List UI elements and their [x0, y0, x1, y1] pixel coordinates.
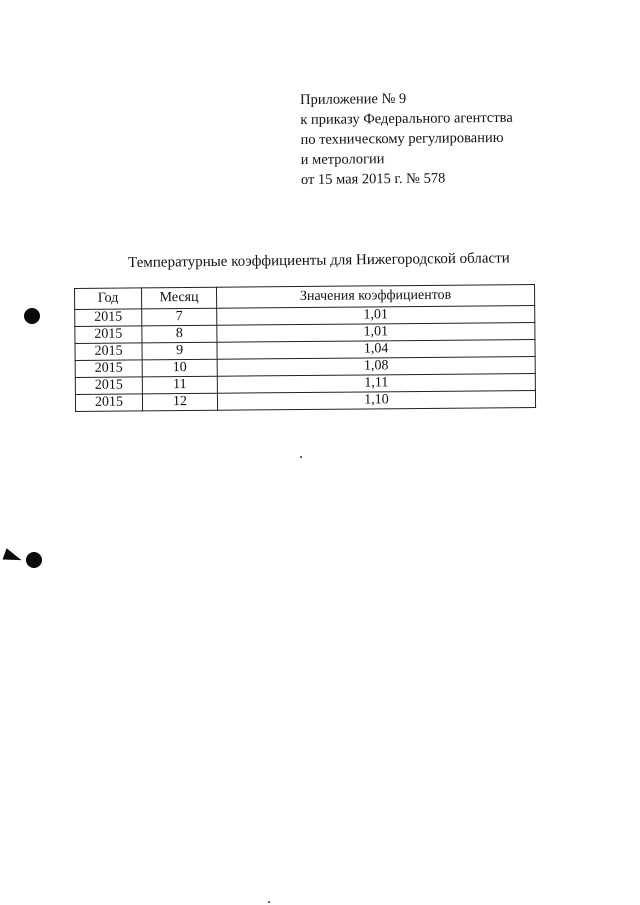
- table-row: [75, 390, 535, 411]
- coefficients-table-wrapper: [74, 284, 536, 412]
- cell-year: 2015: [75, 326, 142, 344]
- cell-value: 1,01: [217, 322, 535, 342]
- cell-month: 10: [142, 359, 217, 377]
- cell-year: 2015: [75, 360, 142, 378]
- cell-month: 9: [142, 342, 217, 360]
- cell-value: 1,11: [217, 373, 535, 393]
- cell-value: 1,04: [217, 339, 535, 359]
- cell-year: 2015: [75, 394, 142, 412]
- cell-value: 1,01: [217, 305, 535, 325]
- appendix-line: по техническому регулированию: [300, 129, 504, 148]
- cell-year: 2015: [75, 309, 142, 327]
- scan-mark-arrow: [2, 548, 23, 565]
- cell-year: 2015: [75, 377, 142, 395]
- cell-month: 7: [142, 308, 217, 326]
- header-value: Значения коэффициентов: [216, 284, 534, 308]
- appendix-line: от 15 мая 2015 г. № 578: [300, 170, 446, 188]
- cell-month: 8: [142, 325, 217, 343]
- appendix-line: к приказу Федерального агентства: [300, 109, 513, 128]
- appendix-block: [300, 87, 601, 190]
- cell-value: 1,08: [217, 356, 535, 376]
- header-month: Месяц: [142, 287, 217, 309]
- appendix-line: Приложение № 9: [300, 90, 407, 108]
- punch-hole-top: [24, 308, 40, 324]
- scan-speck: [300, 456, 302, 458]
- coefficients-table: [74, 284, 536, 412]
- header-year: Год: [75, 288, 142, 310]
- cell-value: 1,10: [217, 390, 535, 410]
- appendix-line: и метрологии: [300, 151, 385, 168]
- cell-month: 12: [142, 393, 217, 411]
- cell-year: 2015: [75, 343, 142, 361]
- cell-month: 11: [142, 376, 217, 394]
- scan-speck: [268, 901, 270, 903]
- document-title: Температурные коэффициенты для Нижегородской области: [128, 250, 510, 271]
- punch-hole-bottom: [26, 552, 42, 568]
